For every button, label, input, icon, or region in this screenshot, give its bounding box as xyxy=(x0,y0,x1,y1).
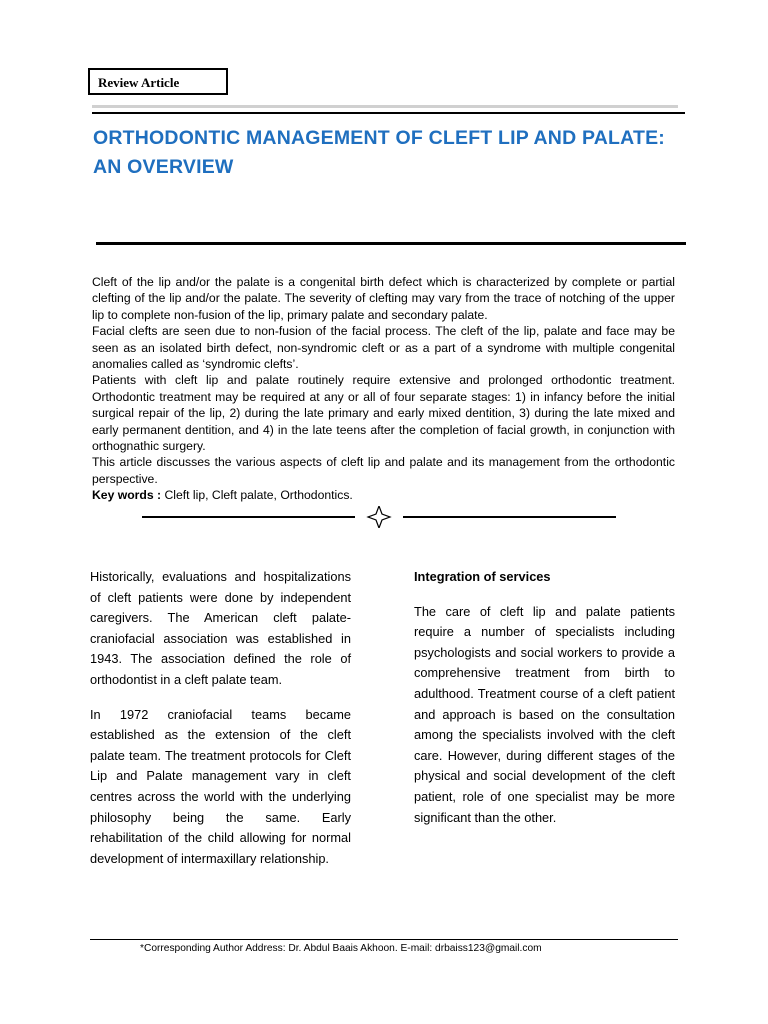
keywords-line xyxy=(92,487,675,503)
four-point-star-icon xyxy=(368,506,390,528)
left-column xyxy=(90,567,351,883)
abstract xyxy=(92,274,675,504)
abstract-paragraph: This article discusses the various aspects of cleft lip and palate and its management from the orthodontic perspective. xyxy=(92,455,675,486)
abstract-paragraph: Cleft of the lip and/or the palate is a congenital birth defect which is characterized by complete or partial clefting of the lip and/or the palate. The severity of clefting may vary from the trace of notching of the upper lip to complete non-fusion of the lip, primary palate and secondary palate. xyxy=(92,275,675,322)
footer-rule xyxy=(90,939,678,940)
section-divider xyxy=(140,506,620,528)
body-paragraph: Historically, evaluations and hospitalizations of cleft patients were done by independent caregivers. The American cleft palate-craniofacial association was established in 1943. The association defined the role of orthodontist in a cleft palate team. xyxy=(90,569,351,687)
header-gray-rule xyxy=(92,105,678,108)
keywords-label: Key words : xyxy=(92,488,162,503)
header-black-rule xyxy=(92,112,685,114)
body-paragraph: In 1972 craniofacial teams became established as the extension of the cleft palate team. The treatment protocols for Cleft Lip and Palate management vary in cleft centres across the world with the underlying philosophy being the same. Early rehabilitation of the child allowing for normal development of intermaxillary relationship. xyxy=(90,706,351,866)
article-title: ORTHODONTIC MANAGEMENT OF CLEFT LIP AND PALATE: AN OVERVIEW xyxy=(93,127,665,178)
keywords-value: Cleft lip, Cleft palate, Orthodontics. xyxy=(161,488,353,503)
body-paragraph: The care of cleft lip and palate patients require a number of specialists including psychologists and social workers to provide a comprehensive treatment from birth to adulthood. Treatment course of a cleft patient and approach is based on the consultation among the specialists involved with the cleft care. However, during different stages of the physical and social development of the cleft patient, role of one specialist may be more significant than the other. xyxy=(414,603,675,825)
right-column xyxy=(414,567,675,842)
section-heading: Integration of services xyxy=(414,569,551,584)
abstract-paragraph: Facial clefts are seen due to non-fusion of the facial process. The cleft of the lip, palate and face may be seen as an isolated birth defect, non-syndromic cleft or as a part of a syndrome with multiple congenital anomalies called as ‘syndromic clefts’. xyxy=(92,324,675,372)
article-type-label: Review Article xyxy=(88,68,228,95)
title-bottom-rule xyxy=(96,242,686,245)
abstract-paragraph: Patients with cleft lip and palate routinely require extensive and prolonged orthodontic treatment. Orthodontic treatment may be required at any or all of four separate stages: 1) in infancy before the initial surgical repair of the lip, 2) during the late primary and early mixed dentition, 3) during the late mixed and early permanent dentition, and 4) in the late teens after the completion of facial growth, in conjunction with orthognathic surgery. xyxy=(92,373,675,454)
correspondence-note: *Corresponding Author Address: Dr. Abdul Baais Akhoon. E-mail: drbaiss123@gmail.com xyxy=(140,943,542,954)
